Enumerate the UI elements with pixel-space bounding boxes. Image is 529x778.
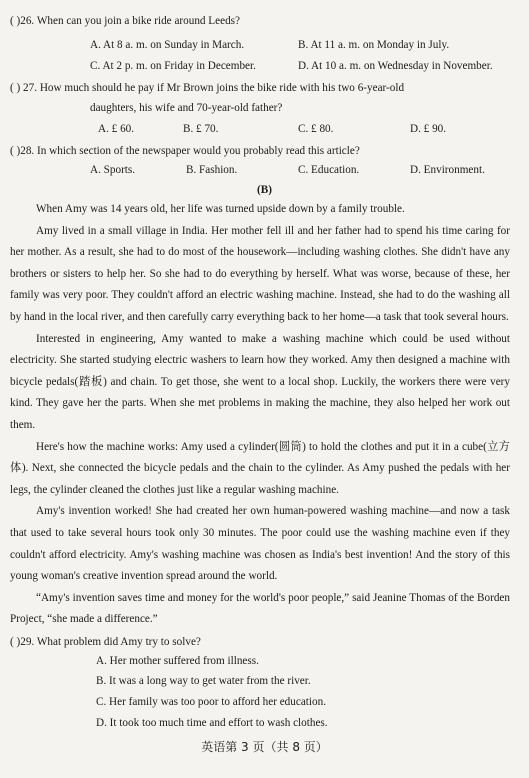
q28-option-a: A. Sports. <box>90 164 136 176</box>
q28-option-b: B. Fashion. <box>186 164 238 176</box>
q26-option-d: D. At 10 a. m. on Wednesday in November. <box>298 60 493 72</box>
q29-option-c: C. Her family was too poor to afford her education. <box>96 696 327 708</box>
q27-option-c: C. £ 80. <box>298 123 334 135</box>
page-footer: 英语第 3 页（共 8 页） <box>201 740 328 754</box>
passage-paragraph: Here's how the machine works: Amy used a cylinder(圆筒) to hold the clothes and put it in a cube(立方体). Next, she connected the bicycle pedals and the chain to the cylinder. As Amy pushed the pedals with her legs, the cylinder cleaned the clothes just like a regular washing machine. <box>10 440 510 496</box>
passage-paragraph: “Amy's invention saves time and money for the world's poor people,” said Jeanine Thomas of the Borden Project, “she made a difference.” <box>10 591 510 626</box>
question-29-stem: ( )29. What problem did Amy try to solve? <box>10 636 201 648</box>
q26-option-b: B. At 11 a. m. on Monday in July. <box>298 39 450 51</box>
q29-option-b: B. It was a long way to get water from the river. <box>96 675 311 687</box>
reading-passage <box>10 199 510 631</box>
q29-option-a: A. Her mother suffered from illness. <box>96 655 259 667</box>
q29-option-d: D. It took too much time and effort to wash clothes. <box>96 717 328 729</box>
q26-option-c: C. At 2 p. m. on Friday in December. <box>90 60 256 72</box>
question-26-stem: ( )26. When can you join a bike ride around Leeds? <box>10 15 240 27</box>
q26-option-a: A. At 8 a. m. on Sunday in March. <box>90 39 245 51</box>
passage-paragraph: Interested in engineering, Amy wanted to make a washing machine which could be used without electricity. She started studying electric washers to learn how they worked. Amy then designed a machine with bicycle pedals(踏板) and chain. To get those, she went to a local shop. Luckily, the workers there were very kind. They gave her the parts. When she met problems in making the machine, they also helped her work out them. <box>10 332 510 431</box>
passage-paragraph: When Amy was 14 years old, her life was turned upside down by a family trouble. <box>36 203 405 215</box>
q27-option-a: A. £ 60. <box>98 123 135 135</box>
q27-option-d: D. £ 90. <box>410 123 447 135</box>
passage-paragraph: Amy lived in a small village in India. Her mother fell ill and her father had to spend his time caring for her mother. As a result, she had to do most of the housework—including washing clothes. She didn't have any brothers or sisters to help her. So she had to do everything by herself. What was worse, because of these, her family was very poor. They couldn't afford an electric washing machine. Instead, she had to do the washing all by hand in the local river, and then carefully carry everything back to her home—a task that took several hours. <box>10 224 510 323</box>
section-title: (B) <box>257 184 272 196</box>
q28-option-c: C. Education. <box>298 164 360 176</box>
question-28-stem: ( )28. In which section of the newspaper would you probably read this article? <box>10 145 360 157</box>
q27-option-b: B. £ 70. <box>183 123 219 135</box>
question-27-stem-line1: ( ) 27. How much should he pay if Mr Brown joins the bike ride with his two 6-year-old <box>10 82 405 94</box>
question-27-stem-line2: daughters, his wife and 70-year-old father? <box>90 102 283 114</box>
passage-paragraph: Amy's invention worked! She had created her own human-powered washing machine—and now a task that used to take several hours took only 30 minutes. The poor could use the washing machine even if they couldn't afford electricity. Amy's washing machine was chosen as India's best invention! And the story of this young woman's creative invention spread around the world. <box>10 505 510 583</box>
q28-option-d: D. Environment. <box>410 164 485 176</box>
